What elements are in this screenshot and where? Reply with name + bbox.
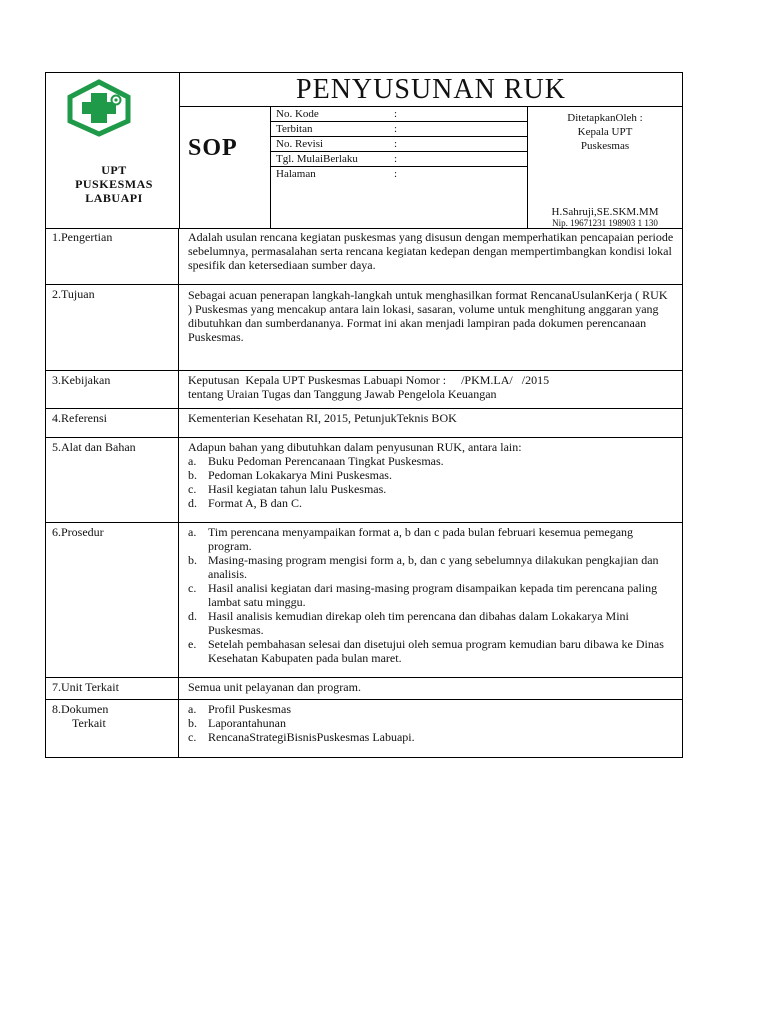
approval-cell [528, 107, 682, 228]
meta-colon: : [394, 138, 398, 150]
list-marker: a. [188, 702, 197, 716]
document-title: PENYUSUNAN RUK [180, 73, 682, 107]
list-marker: d. [188, 496, 197, 510]
org-line-1: UPT [101, 163, 127, 177]
alat-list [188, 454, 674, 510]
list-item [188, 482, 674, 496]
list-item [188, 716, 674, 730]
list-marker: b. [188, 468, 197, 482]
logo-cell [46, 73, 180, 228]
section-pengertian [46, 228, 682, 285]
meta-colon: : [394, 123, 398, 135]
kebijakan-line-2: tentang Uraian Tugas dan Tanggung Jawab Pengelola Keuangan [188, 387, 497, 401]
list-text: Tim perencana menyampaikan format a, b dan c pada bulan februari kesemua pemegang program. [208, 525, 634, 553]
list-item [188, 468, 674, 482]
org-line-2: PUSKESMAS [75, 177, 153, 191]
section-content: Adalah usulan rencana kegiatan puskesmas yang disusun dengan memperhatikan pencapaian periode sebelumnya, permasalahan serta rencana kegiatan kedepan dengan mempertimbangkan kondisi lokal spesifik dan ketersediaan sumber daya. [188, 230, 674, 272]
list-item [188, 496, 674, 510]
kebijakan-line-1: Keputusan Kepala UPT Puskesmas Labuapi Nomor : /PKM.LA/ /2015 [188, 373, 550, 387]
section-content [180, 700, 682, 746]
list-marker: e. [188, 637, 197, 651]
list-item [188, 553, 674, 581]
section-content: Sebagai acuan penerapan langkah-langkah untuk menghasilkan format RencanaUsulanKerja ( RUK ) Puskesmas yang mencakup antara lain lokasi, sasaran, volume untuk menghitung anggaran yang dibutuhkan dan sumberdananya. Format ini akan menjadi lampiran pada dokumen perencanaan Puskesmas. [188, 288, 668, 344]
list-item [188, 525, 674, 553]
section-alat-bahan [46, 438, 682, 523]
list-text: Profil Puskesmas [208, 702, 292, 716]
section-tujuan [46, 285, 682, 371]
list-marker: a. [188, 454, 197, 468]
organization-name [54, 163, 174, 205]
list-item [188, 730, 674, 744]
prosedur-list [188, 525, 674, 665]
approval-line-3: Puskesmas [580, 140, 630, 152]
list-marker: c. [188, 482, 197, 496]
section-content [180, 371, 682, 403]
dokumen-list [188, 702, 674, 744]
list-marker: b. [188, 716, 197, 730]
meta-row-tgl [271, 152, 527, 167]
section-prosedur [46, 523, 682, 678]
dokumen-label-line-2: Terkait [72, 716, 106, 730]
alat-intro: Adapun bahan yang dibutuhkan dalam penyusunan RUK, antara lain: [188, 440, 522, 454]
meta-info [271, 107, 528, 228]
section-label: 6.Prosedur [46, 523, 179, 677]
sop-header [46, 73, 682, 229]
list-text: Hasil analisis kemudian direkap oleh tim perencana dan dibahas dalam Lokakarya Mini Puskesmas. [208, 609, 629, 637]
list-marker: c. [188, 730, 197, 744]
dokumen-label-line-1: 8.Dokumen [52, 702, 109, 716]
section-content: Semua unit pelayanan dan program. [188, 680, 361, 694]
meta-label: Terbitan [276, 123, 313, 135]
puskesmas-logo-icon [66, 79, 132, 137]
list-item [188, 637, 674, 665]
list-text: Hasil kegiatan tahun lalu Puskesmas. [208, 482, 387, 496]
section-label: 1.Pengertian [46, 228, 179, 284]
section-unit-terkait [46, 678, 682, 700]
list-text: Laporantahunan [208, 716, 286, 730]
meta-row-kode [271, 107, 527, 122]
section-label: 5.Alat dan Bahan [46, 438, 179, 522]
section-content [180, 438, 682, 512]
list-item [188, 609, 674, 637]
list-text: Pedoman Lokakarya Mini Puskesmas. [208, 468, 392, 482]
section-dokumen-terkait [46, 700, 682, 757]
approval-line-1: DitetapkanOleh : [567, 112, 643, 124]
meta-colon: : [394, 168, 398, 180]
list-text: RencanaStrategiBisnisPuskesmas Labuapi. [208, 730, 415, 744]
list-text: Hasil analisi kegiatan dari masing-masing program disampaikan kepada tim perencana paling lambat satu minggu. [208, 581, 658, 609]
approval-line-2: Kepala UPT [577, 126, 633, 138]
sop-cell [180, 107, 271, 228]
section-content: Kementerian Kesehatan RI, 2015, PetunjukTeknis BOK [188, 411, 457, 425]
meta-row-halaman [271, 167, 527, 181]
meta-label: Halaman [276, 168, 316, 180]
list-text: Format A, B dan C. [208, 496, 303, 510]
list-text: Setelah pembahasan selesai dan disetujui oleh semua program kemudian baru dibawa ke Dinas Kesehatan Kabupaten pada bulan maret. [208, 637, 664, 665]
meta-colon: : [394, 153, 398, 165]
list-marker: a. [188, 525, 197, 539]
section-label: 4.Referensi [46, 409, 179, 437]
list-item [188, 581, 674, 609]
section-label: 2.Tujuan [46, 285, 179, 370]
list-marker: b. [188, 553, 197, 567]
list-text: Masing-masing program mengisi form a, b, dan c yang sebelumnya dilakukan pengkajian dan analisis. [208, 553, 659, 581]
signatory-name: H.Sahruji,SE.SKM.MM [551, 206, 659, 218]
meta-row-revisi [271, 137, 527, 152]
section-referensi [46, 409, 682, 438]
list-item [188, 454, 674, 468]
list-item [188, 702, 674, 716]
approval-text [528, 111, 682, 153]
sop-document [45, 72, 683, 758]
list-marker: d. [188, 609, 197, 623]
sop-label: SOP [188, 135, 238, 161]
meta-label: No. Revisi [276, 138, 324, 150]
meta-colon: : [394, 108, 398, 120]
section-content [180, 523, 682, 667]
section-label: 7.Unit Terkait [46, 678, 179, 699]
meta-label: Tgl. MulaiBerlaku [276, 153, 358, 165]
section-label: 3.Kebijakan [46, 371, 179, 408]
list-marker: c. [188, 581, 197, 595]
section-kebijakan [46, 371, 682, 409]
signatory-nip: Nip. 19671231 198903 1 130 [552, 218, 658, 228]
meta-label: No. Kode [276, 108, 319, 120]
org-line-3: LABUAPI [85, 191, 143, 205]
meta-row-terbitan [271, 122, 527, 137]
list-text: Buku Pedoman Perencanaan Tingkat Puskesmas. [208, 454, 444, 468]
section-label [46, 700, 179, 757]
